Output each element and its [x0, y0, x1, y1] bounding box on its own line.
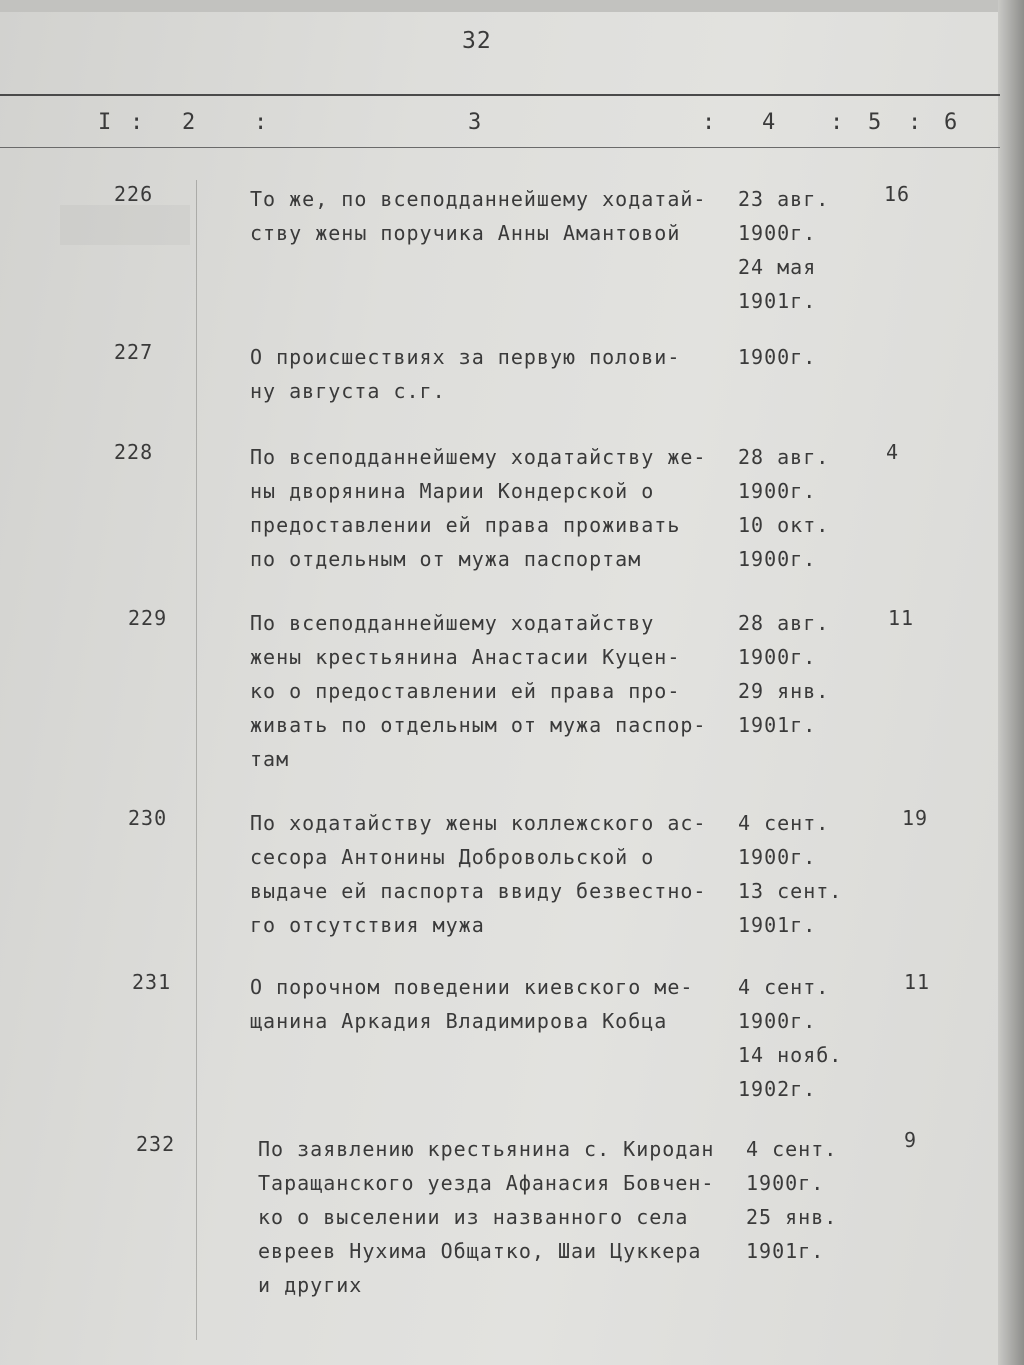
- entry-text-line: и других: [258, 1273, 363, 1297]
- entry-date-line: 4 сент.: [746, 1137, 838, 1161]
- col-sep: :: [254, 110, 268, 135]
- entry-date-line: 1900г.: [738, 547, 817, 571]
- entry-sheet-count: 11: [888, 606, 915, 630]
- entry-date-line: 1900г.: [738, 845, 817, 869]
- entry-description: [250, 182, 740, 250]
- entry-text-line: По заявлению крестьянина с. Киродан: [258, 1137, 715, 1161]
- entry-date-line: 23 авг.: [738, 187, 830, 211]
- entry-date-line: 4 сент.: [738, 975, 830, 999]
- col-header-3: 3: [468, 110, 482, 135]
- margin-line: [196, 180, 197, 1340]
- entry-date-line: 1900г.: [738, 1009, 817, 1033]
- entry-date-line: 1900г.: [738, 645, 817, 669]
- entry-date-line: 1900г.: [738, 479, 817, 503]
- entry-text-line: евреев Нухима Общатко, Шаи Цуккера: [258, 1239, 702, 1263]
- entry-description: [250, 970, 740, 1038]
- entry-text-line: ству жены поручика Анны Амантовой: [250, 221, 681, 245]
- entry-text-line: Таращанского уезда Афанасия Бовчен-: [258, 1171, 715, 1195]
- entry-text-line: О порочном поведении киевского ме-: [250, 975, 694, 999]
- entry-date-line: 1901г.: [746, 1239, 825, 1263]
- entry-date-line: 1901г.: [738, 289, 817, 313]
- col-sep: :: [908, 110, 922, 135]
- show-through-shadow: [60, 205, 190, 245]
- entry-number: 228: [114, 440, 154, 464]
- entry-sheet-count: 9: [904, 1128, 918, 1152]
- col-header-5: 5: [868, 110, 882, 135]
- entry-dates: [738, 806, 858, 942]
- entry-dates: [738, 606, 858, 742]
- entry-date-line: 1901г.: [738, 913, 817, 937]
- entry-text-line: То же, по всеподданнейшему ходатай-: [250, 187, 707, 211]
- entry-text-line: по отдельным от мужа паспортам: [250, 547, 642, 571]
- entry-text-line: ко о предоставлении ей права про-: [250, 679, 681, 703]
- page-number: 32: [462, 28, 492, 54]
- header-top-rule: [0, 94, 1000, 96]
- col-header-4: 4: [762, 110, 776, 135]
- entry-date-line: 14 нояб.: [738, 1043, 843, 1067]
- entry-number: 231: [132, 970, 172, 994]
- entry-text-line: го отсутствия мужа: [250, 913, 485, 937]
- entry-date-line: 13 сент.: [738, 879, 843, 903]
- entry-dates: [738, 182, 858, 318]
- entry-number: 226: [114, 182, 154, 206]
- entry-text-line: там: [250, 747, 290, 771]
- entry-sheet-count: 16: [884, 182, 911, 206]
- entry-text-line: щанина Аркадия Владимирова Кобца: [250, 1009, 668, 1033]
- entry-text-line: По всеподданнейшему ходатайству: [250, 611, 655, 635]
- entry-text-line: По всеподданнейшему ходатайству же-: [250, 445, 707, 469]
- header-bottom-rule: [0, 147, 1000, 148]
- entry-description: [258, 1132, 748, 1302]
- entry-description: [250, 806, 740, 942]
- entry-dates: [746, 1132, 866, 1268]
- entry-text-line: выдаче ей паспорта ввиду безвестно-: [250, 879, 707, 903]
- entry-dates: [738, 970, 858, 1106]
- col-header-6: 6: [944, 110, 958, 135]
- entry-date-line: 28 авг.: [738, 445, 830, 469]
- entry-description: [250, 340, 740, 408]
- entry-date-line: 25 янв.: [746, 1205, 838, 1229]
- entry-date-line: 1900г.: [738, 345, 817, 369]
- entry-date-line: 1900г.: [746, 1171, 825, 1195]
- col-sep: :: [830, 110, 844, 135]
- entry-text-line: предоставлении ей права проживать: [250, 513, 681, 537]
- entry-date-line: 24 мая: [738, 255, 817, 279]
- entry-text-line: ко о выселении из названного села: [258, 1205, 689, 1229]
- entry-description: [250, 440, 740, 576]
- entry-text-line: ны дворянина Марии Кондерской о: [250, 479, 655, 503]
- entry-date-line: 1902г.: [738, 1077, 817, 1101]
- col-sep: :: [130, 110, 144, 135]
- entry-date-line: 10 окт.: [738, 513, 830, 537]
- entry-date-line: 1900г.: [738, 221, 817, 245]
- entry-sheet-count: 19: [902, 806, 929, 830]
- entry-date-line: 1901г.: [738, 713, 817, 737]
- col-header-2: 2: [182, 110, 196, 135]
- entry-text-line: сесора Антонины Добровольской о: [250, 845, 655, 869]
- entry-date-line: 28 авг.: [738, 611, 830, 635]
- entry-description: [250, 606, 740, 776]
- entry-text-line: По ходатайству жены коллежского ас-: [250, 811, 707, 835]
- entry-sheet-count: 11: [904, 970, 931, 994]
- entry-number: 230: [128, 806, 168, 830]
- entry-dates: [738, 340, 858, 374]
- entry-text-line: ну августа с.г.: [250, 379, 446, 403]
- scan-top-edge: [0, 0, 1024, 12]
- entry-number: 227: [114, 340, 154, 364]
- entry-number: 232: [136, 1132, 176, 1156]
- col-sep: :: [702, 110, 716, 135]
- entry-number: 229: [128, 606, 168, 630]
- entry-text-line: живать по отдельным от мужа паспор-: [250, 713, 707, 737]
- entry-date-line: 4 сент.: [738, 811, 830, 835]
- scan-right-edge: [998, 0, 1024, 1365]
- col-header-1: I: [98, 110, 112, 135]
- entry-dates: [738, 440, 858, 576]
- entry-text-line: жены крестьянина Анастасии Куцен-: [250, 645, 681, 669]
- entry-date-line: 29 янв.: [738, 679, 830, 703]
- entry-text-line: О происшествиях за первую полови-: [250, 345, 681, 369]
- entry-sheet-count: 4: [886, 440, 900, 464]
